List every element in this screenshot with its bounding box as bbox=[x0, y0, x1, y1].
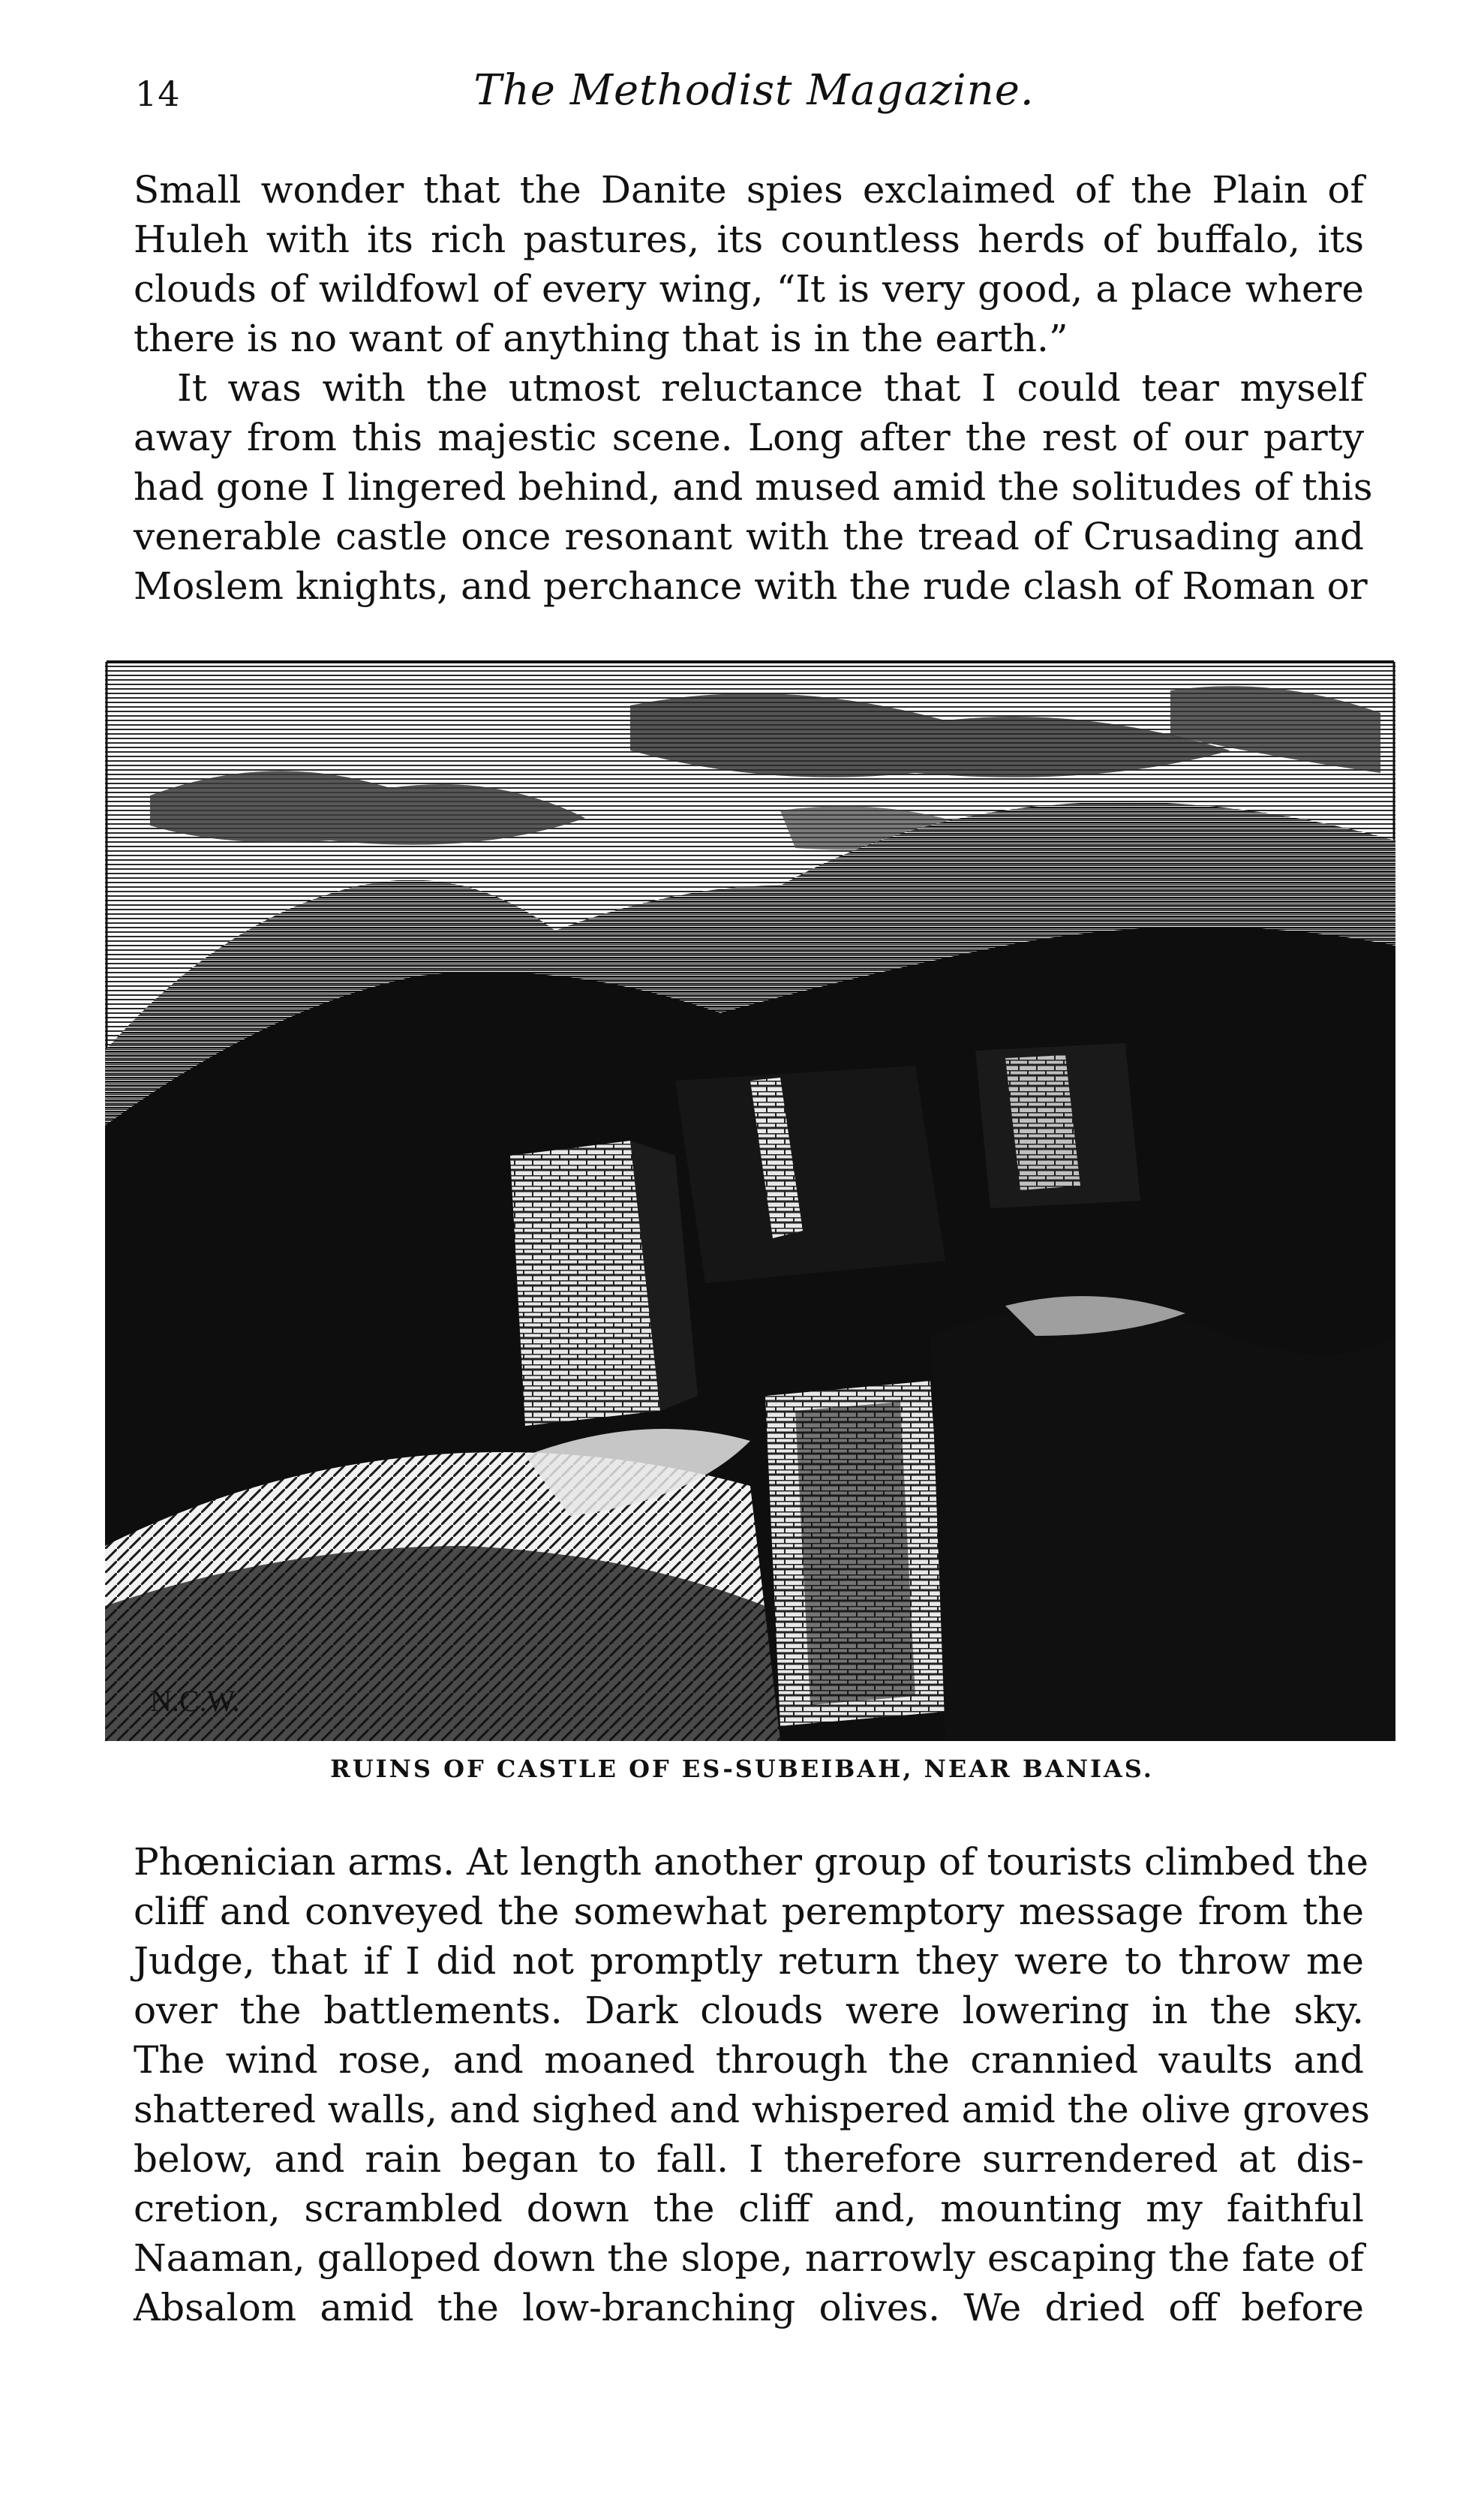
castle-engraving bbox=[105, 660, 1395, 1741]
text-line: had gone I lingered behind, and mused amid the solitudes of this bbox=[134, 465, 1373, 509]
text-line: shattered walls, and sighed and whispered amid the olive groves bbox=[134, 2088, 1370, 2131]
text-line: clouds of wildfowl of every wing, “It is very good, a place where bbox=[134, 267, 1364, 311]
text-line: Naaman, galloped down the slope, narrowly escaping the fate of bbox=[134, 2236, 1364, 2280]
text-line: Phœnician arms. At length another group of tourists climbed the bbox=[134, 1840, 1368, 1884]
text-line: Small wonder that the Danite spies exclaimed of the Plain of bbox=[134, 168, 1364, 212]
text-line: there is no want of anything that is in the earth.” bbox=[134, 317, 1068, 360]
text-line: Absalom amid the low-branching olives. We dried off before bbox=[134, 2286, 1364, 2329]
text-line: over the battlements. Dark clouds were lowering in the sky. bbox=[134, 1989, 1364, 2032]
text-line: below, and rain began to fall. I therefore surrendered at dis- bbox=[134, 2137, 1364, 2181]
text-line: The wind rose, and moaned through the crannied vaults and bbox=[134, 2038, 1364, 2082]
right-slope bbox=[930, 1306, 1395, 1741]
text-line: Moslem knights, and perchance with the rude clash of Roman or bbox=[134, 564, 1368, 608]
paragraph-opening bbox=[134, 165, 1364, 363]
journal-title: The Methodist Magazine. bbox=[473, 66, 1035, 115]
paragraph-phoenician bbox=[134, 1837, 1370, 2332]
text-line: venerable castle once resonant with the tread of Crusading and bbox=[134, 515, 1364, 558]
paragraph-reluctance bbox=[134, 363, 1373, 611]
text-line: away from this majestic scene. Long after the rest of our party bbox=[134, 416, 1364, 459]
text-line: cretion, scrambled down the cliff and, mounting my faithful bbox=[134, 2187, 1364, 2230]
engraver-mark: N.C.W. bbox=[150, 1684, 240, 1718]
engraving-illustration bbox=[105, 660, 1395, 1741]
text-line: Huleh with its rich pastures, its countless herds of buffalo, its bbox=[134, 218, 1364, 261]
page-number: 14 bbox=[135, 74, 181, 114]
figure-caption: RUINS OF CASTLE OF ES-SUBEIBAH, NEAR BANIAS. bbox=[330, 1755, 1154, 1783]
text-line: cliff and conveyed the somewhat peremptory message from the bbox=[134, 1890, 1364, 1933]
text-line: Judge, that if I did not promptly return they were to throw me bbox=[134, 1939, 1364, 1983]
running-head bbox=[135, 66, 1373, 126]
text-line: It was with the utmost reluctance that I could tear myself bbox=[177, 366, 1364, 410]
castle-wall bbox=[675, 1066, 945, 1283]
